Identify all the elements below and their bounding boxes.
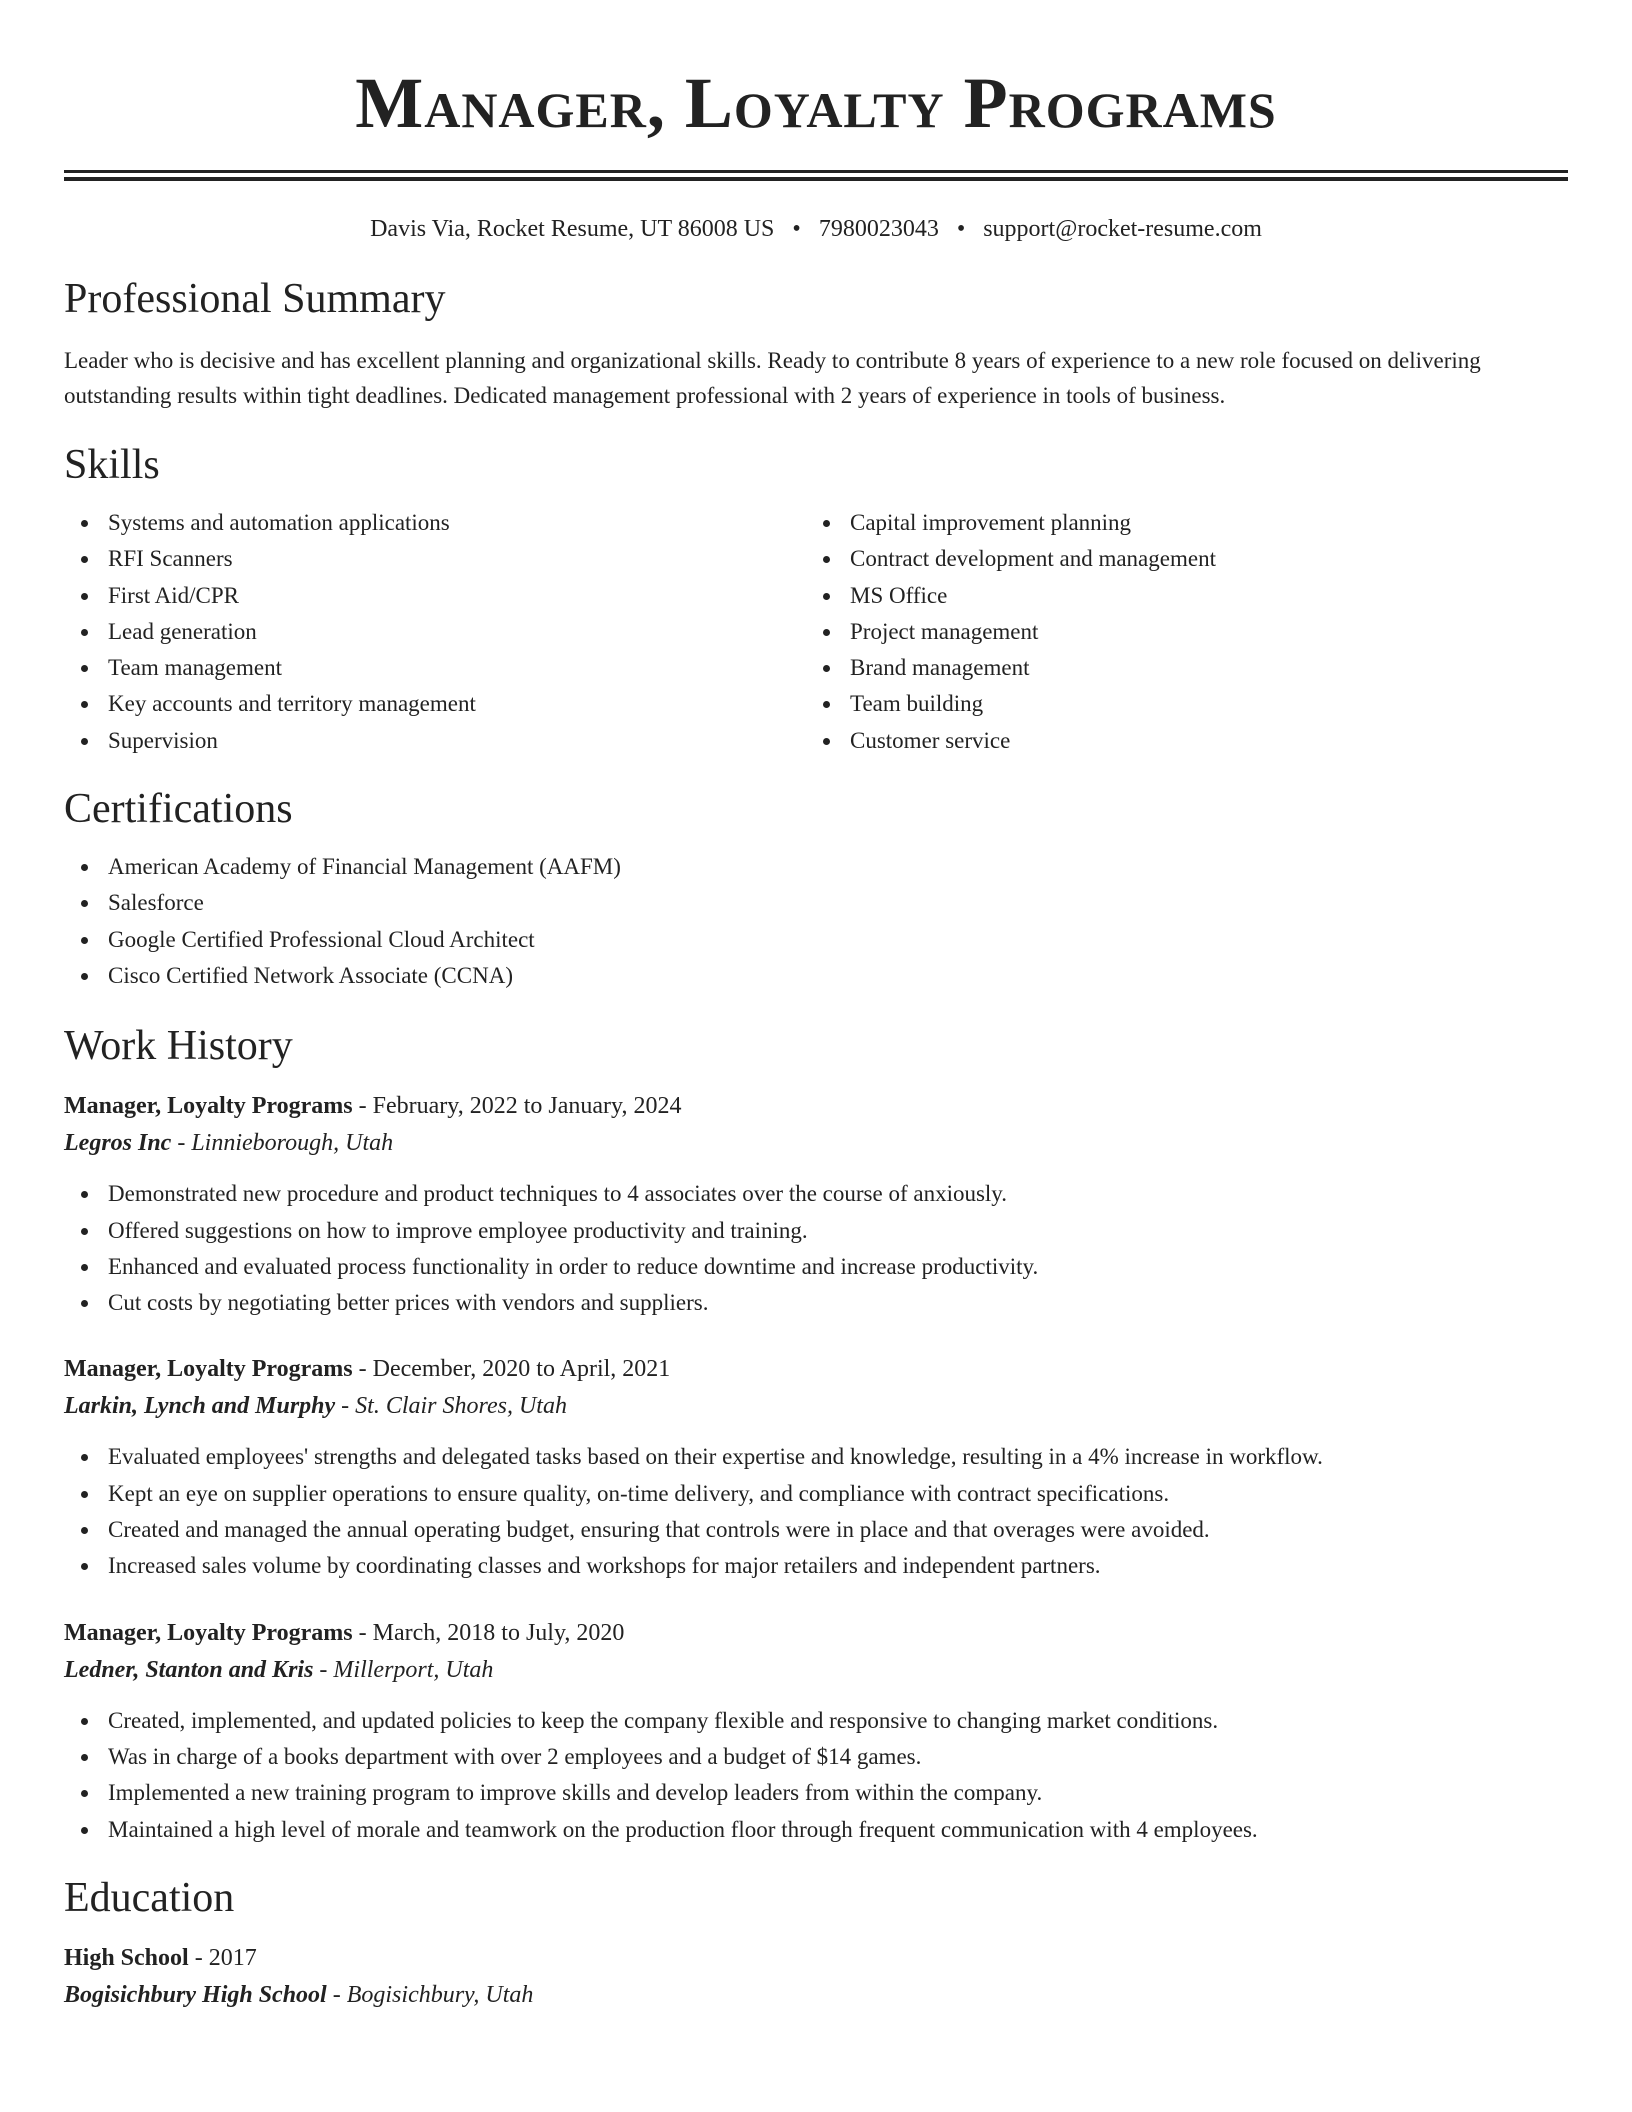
job-bullets: [64, 1176, 1568, 1321]
summary-text: Leader who is decisive and has excellent planning and organizational skills. Ready to contribute 8 years of experience to a new role focused on delivering outstanding results within tight deadlines. Dedicated management professional with 2 years of experience in tools of business.: [64, 348, 1481, 408]
skill-item: Customer service: [806, 723, 1548, 759]
job-bullet: Enhanced and evaluated process functionality in order to reduce downtime and increase productivity.: [64, 1249, 1568, 1285]
skill-item: Team management: [64, 650, 806, 686]
contact-address: Davis Via, Rocket Resume, UT 86008 US: [370, 216, 775, 242]
job-company: Ledner, Stanton and Kris: [64, 1656, 314, 1683]
skill-item: Key accounts and territory management: [64, 686, 806, 722]
job-title: Manager, Loyalty Programs: [64, 1619, 353, 1646]
job-bullet: Offered suggestions on how to improve employee productivity and training.: [64, 1213, 1568, 1249]
certifications-heading: Certifications: [64, 786, 293, 833]
job-entry: [64, 1615, 1568, 1848]
contact-line: [64, 213, 1568, 245]
education-heading: Education: [64, 1874, 235, 1921]
skill-item: First Aid/CPR: [64, 578, 806, 614]
job-title-line: [64, 1088, 1568, 1124]
contact-phone: 7980023043: [818, 216, 939, 242]
certification-item: Google Certified Professional Cloud Architect: [64, 922, 1568, 958]
job-bullet: Created and managed the annual operating budget, ensuring that controls were in place and that overages were avoided.: [64, 1512, 1568, 1548]
work-history-heading: Work History: [64, 1023, 293, 1070]
certification-item: Cisco Certified Network Associate (CCNA): [64, 958, 1568, 994]
education-location: - Bogisichbury, Utah: [326, 1981, 534, 2008]
certification-item: American Academy of Financial Management (AAFM): [64, 849, 1568, 885]
skill-item: MS Office: [806, 578, 1548, 614]
skills-list-left: [64, 505, 806, 759]
contact-separator: •: [792, 216, 801, 242]
job-entry: [64, 1351, 1568, 1584]
job-bullet: Cut costs by negotiating better prices with vendors and suppliers.: [64, 1285, 1568, 1321]
job-dates: - February, 2022 to January, 2024: [352, 1093, 682, 1120]
job-dates: - December, 2020 to April, 2021: [352, 1356, 671, 1383]
job-title-line: [64, 1615, 1568, 1651]
skills-list-right: [806, 505, 1548, 759]
skill-item: RFI Scanners: [64, 541, 806, 577]
skill-item: Brand management: [806, 650, 1548, 686]
job-bullet: Demonstrated new procedure and product techniques to 4 associates over the course of anxiously.: [64, 1176, 1568, 1212]
skills-columns: [64, 505, 1568, 759]
job-title: Manager, Loyalty Programs: [64, 1093, 353, 1120]
title-double-rule: [64, 170, 1568, 181]
education-entry: [64, 1940, 1568, 2014]
contact-email: support@rocket-resume.com: [983, 216, 1262, 242]
job-company: Legros Inc: [64, 1130, 172, 1157]
job-entry: [64, 1088, 1568, 1321]
job-title: Manager, Loyalty Programs: [64, 1356, 353, 1383]
job-bullet: Implemented a new training program to improve skills and develop leaders from within the company.: [64, 1775, 1568, 1811]
resume-title: Manager, Loyalty Programs: [355, 63, 1277, 143]
skill-item: Project management: [806, 614, 1548, 650]
job-bullets: [64, 1703, 1568, 1848]
job-bullet: Evaluated employees' strengths and delegated tasks based on their expertise and knowledge, resulting in a 4% increase in workflow.: [64, 1439, 1568, 1475]
job-location: - St. Clair Shores, Utah: [335, 1393, 567, 1420]
job-bullet: Increased sales volume by coordinating classes and workshops for major retailers and independent partners.: [64, 1548, 1568, 1584]
job-bullet: Was in charge of a books department with over 2 employees and a budget of $14 games.: [64, 1739, 1568, 1775]
job-location: - Millerport, Utah: [313, 1656, 494, 1683]
education-degree: High School: [64, 1944, 189, 1971]
job-bullets: [64, 1439, 1568, 1584]
job-bullet: Maintained a high level of morale and teamwork on the production floor through frequent communication with 4 employees.: [64, 1812, 1568, 1848]
job-company: Larkin, Lynch and Murphy: [64, 1393, 336, 1420]
skill-item: Supervision: [64, 723, 806, 759]
job-location: - Linnieborough, Utah: [171, 1130, 394, 1157]
education-school-line: [64, 1976, 1568, 2014]
skill-item: Systems and automation applications: [64, 505, 806, 541]
education-year: - 2017: [188, 1944, 257, 1971]
contact-separator: •: [956, 216, 966, 242]
certification-item: Salesforce: [64, 885, 1568, 921]
job-bullet: Created, implemented, and updated policies to keep the company flexible and responsive to changing market conditions.: [64, 1703, 1568, 1739]
summary-heading: Professional Summary: [64, 276, 446, 322]
certifications-list: [64, 849, 1568, 994]
job-title-line: [64, 1351, 1568, 1387]
job-bullet: Kept an eye on supplier operations to ensure quality, on-time delivery, and compliance with contract specifications.: [64, 1476, 1568, 1512]
job-company-line: [64, 1124, 1568, 1162]
skill-item: Team building: [806, 686, 1548, 722]
skill-item: Contract development and management: [806, 541, 1548, 577]
job-dates: - March, 2018 to July, 2020: [352, 1619, 625, 1646]
skill-item: Lead generation: [64, 614, 806, 650]
education-school: Bogisichbury High School: [64, 1981, 327, 2008]
job-company-line: [64, 1651, 1568, 1689]
skills-heading: Skills: [64, 442, 160, 488]
job-company-line: [64, 1387, 1568, 1425]
education-degree-line: [64, 1940, 1568, 1976]
skill-item: Capital improvement planning: [806, 505, 1548, 541]
